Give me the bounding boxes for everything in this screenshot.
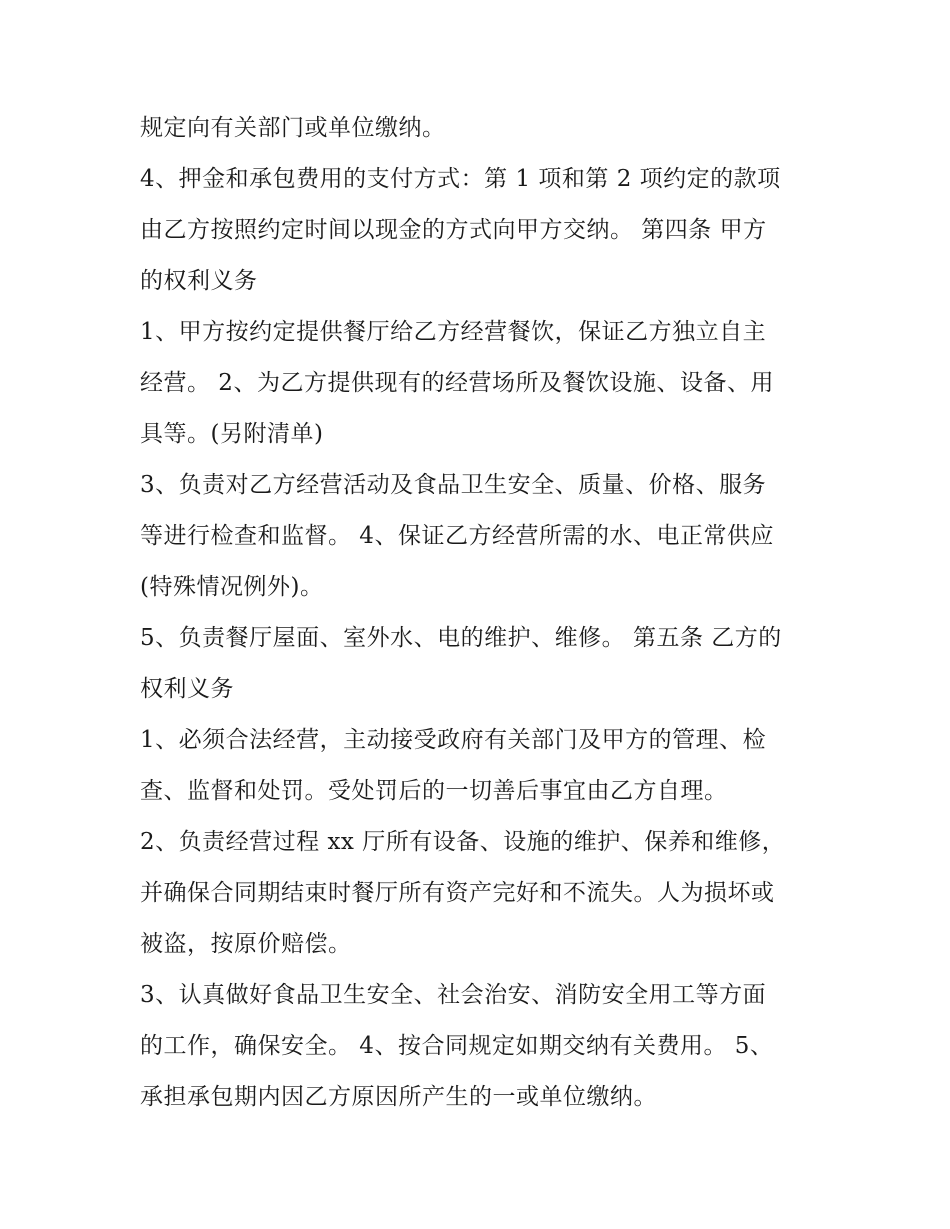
text-line: 等进行检查和监督。 4、保证乙方经营所需的水、电正常供应 [140,523,774,549]
text-line: 3、认真做好食品卫生安全、社会治安、消防安全用工等方面 [140,982,767,1008]
text-line: 规定向有关部门或单位缴纳。 [140,115,446,141]
text-line: 经营。 2、为乙方提供现有的经营场所及餐饮设施、设备、用 [140,370,774,396]
text-line: 3、负责对乙方经营活动及食品卫生安全、质量、价格、服务 [140,472,767,498]
text-line: 5、负责餐厅屋面、室外水、电的维护、维修。 第五条 乙方的 [140,625,782,651]
text-line: 查、监督和处罚。受处罚后的一切善后事宜由乙方自理。 [140,778,728,804]
text-line: 1、甲方按约定提供餐厅给乙方经营餐饮，保证乙方独立自主 [140,319,767,345]
text-line: 的工作，确保安全。 4、按合同规定如期交纳有关费用。 5、 [140,1033,774,1059]
text-line: 被盗，按原价赔偿。 [140,931,352,957]
contract-text [140,103,830,1123]
text-line: 权利义务 [140,676,234,702]
text-line: 1、必须合法经营，主动接受政府有关部门及甲方的管理、检 [140,727,767,753]
text-line: 并确保合同期结束时餐厅所有资产完好和不流失。人为损坏或 [140,880,775,906]
text-line: 具等。(另附清单) [140,421,324,447]
text-line: 2、负责经营过程 xx 厅所有设备、设施的维护、保养和维修， [140,829,786,855]
text-line: 4、押金和承包费用的支付方式：第 1 项和第 2 项约定的款项 [140,166,781,192]
text-line: 承担承包期内因乙方原因所产生的一或单位缴纳。 [140,1084,657,1110]
text-line: 由乙方按照约定时间以现金的方式向甲方交纳。 第四条 甲方 [140,217,767,243]
text-line: (特殊情况例外)。 [140,574,324,600]
text-line: 的权利义务 [140,268,258,294]
